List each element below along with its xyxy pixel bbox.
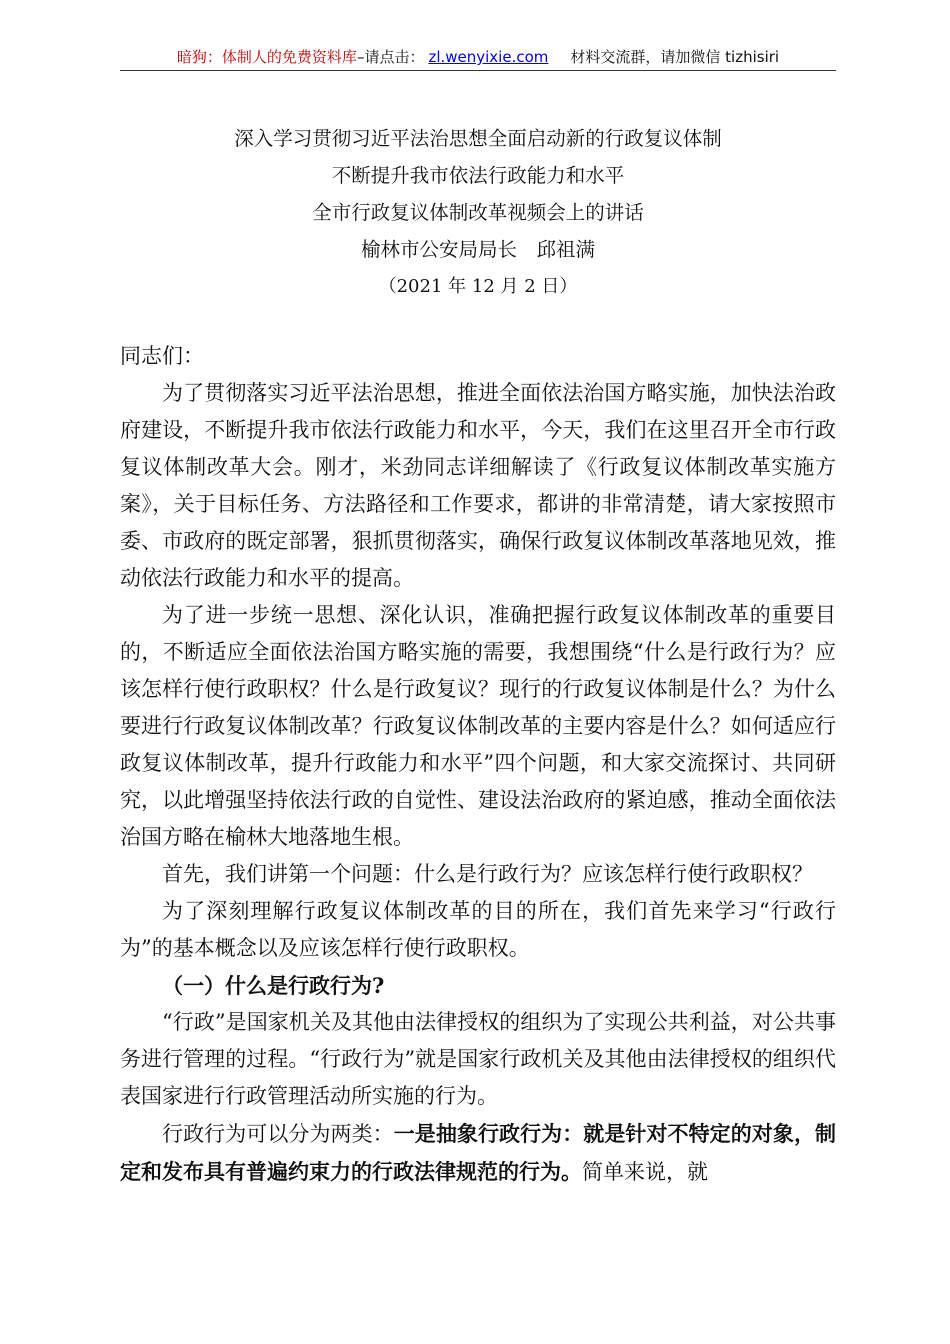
paragraph-6-bold: 一是抽象行政行为：就是针对不特定的对象，制定和发布具有普遍约束力的行政法律规范的行为。: [120, 1121, 837, 1184]
header-contact: 材料交流群，请加微信 tizhisiri: [570, 48, 780, 66]
page-header: [120, 44, 836, 71]
paragraph-5: “行政”是国家机关及其他由法律授权的组织为了实现公共利益，对公共事务进行管理的过程。“行政行为”就是国家行政机关及其他由法律授权的组织代表国家进行行政管理活动所实施的行为。: [120, 1010, 836, 1108]
paragraph-6: [120, 1115, 836, 1191]
paragraph-4: 为了深刻理解行政复议体制改革的目的所在，我们首先来学习“行政行为”的基本概念以及应该怎样行使行政职权。: [120, 899, 836, 960]
section-heading-1: （一）什么是行政行为?: [162, 973, 385, 998]
header-link[interactable]: zl.wenyixie.com: [428, 48, 549, 66]
title-line-2: 不断提升我市依法行政能力和水平: [331, 164, 625, 187]
title-date: （2021 年 12 月 2 日）: [378, 276, 578, 297]
paragraph-3: 首先，我们讲第一个问题：什么是行政行为？应该怎样行使行政职权？: [162, 862, 813, 886]
header-brand: 暗狗：体制人的免费资料库: [176, 48, 357, 66]
paragraph-1: 为了贯彻落实习近平法治思想，推进全面依法治国方略实施，加快法治政府建设，不断提升我市依法行政能力和水平，今天，我们在这里召开全市行政复议体制改革大会。刚才，米劲同志详细解读了《行政复议体制改革实施方案》，关于目标任务、方法路径和工作要求，都讲的非常清楚，请大家按照市委、市政府的既定部署，狠抓贯彻落实，确保行政复议体制改革落地见效，推动依法行政能力和水平的提高。: [120, 381, 836, 590]
paragraph-2: 为了进一步统一思想、深化认识，准确把握行政复议体制改革的重要目的，不断适应全面依法治国方略实施的需要，我想围绕“什么是行政行为？应该怎样行使行政职权？什么是行政复议？现行的行政复议体制是什么？为什么要进行行政复议体制改革？行政复议体制改革的主要内容是什么？如何适应行政复议体制改革，提升行政能力和水平”四个问题，和大家交流探讨、共同研究，以此增强坚持依法行政的自觉性、建设法治政府的紧迫感，推动全面依法治国方略在榆林大地落地生根。: [120, 603, 836, 849]
paragraph-6-intro: 行政行为可以分为两类：: [162, 1122, 394, 1146]
speech-body: [120, 338, 836, 1191]
paragraph-6-tail: 简单来说，就: [582, 1160, 708, 1184]
header-prompt: –请点击：: [356, 48, 425, 66]
title-speaker: 榆林市公安局局长 邱祖满: [360, 238, 595, 261]
title-line-1: 深入学习贯彻习近平法治思想全面启动新的行政复议体制: [234, 127, 722, 150]
speech-title: [120, 120, 836, 305]
salutation: 同志们：: [120, 344, 204, 368]
title-line-3: 全市行政复议体制改革视频会上的讲话: [312, 201, 644, 224]
